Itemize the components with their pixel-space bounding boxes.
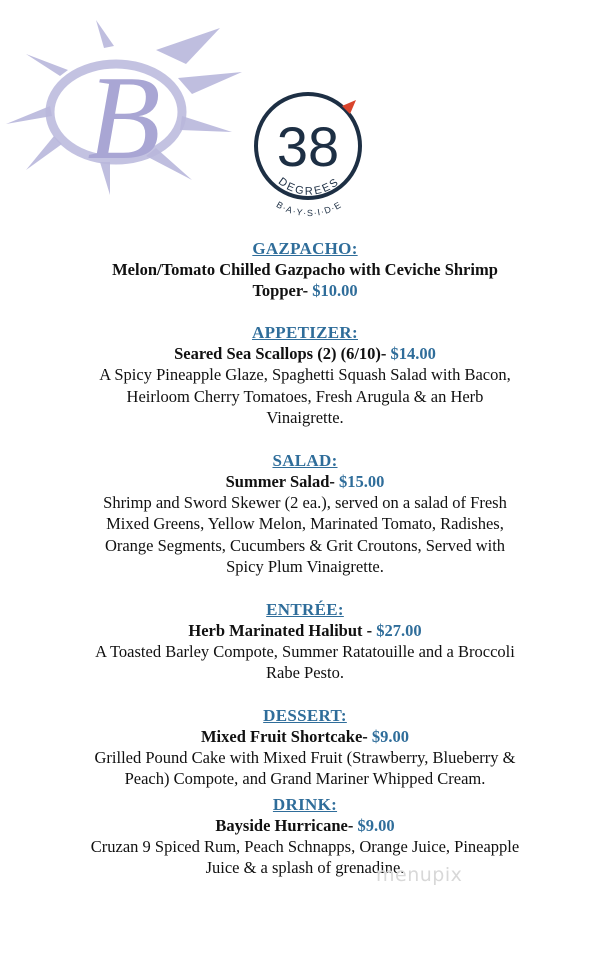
item-title: Seared Sea Scallops (2) (6/10)- $14.00 [174, 344, 436, 363]
sun-ray [178, 72, 242, 94]
item-title: Mixed Fruit Shortcake- $9.00 [200, 726, 410, 746]
svg-text:B·A·Y·S·I·D·E [275, 199, 344, 218]
sun-ray [26, 136, 62, 170]
section-heading: DESSERT: [263, 705, 347, 725]
section-appetizer [0, 322, 610, 429]
section-dessert [0, 705, 610, 790]
item-price: $9.00 [371, 726, 410, 746]
item-title: Bayside Hurricane- $9.00 [215, 815, 395, 835]
item-price: $9.00 [357, 815, 395, 835]
item-title: Herb Marinated Halibut - $27.00 [188, 620, 422, 640]
section-gazpacho [0, 238, 610, 301]
sun-ray [180, 116, 232, 132]
section-salad [0, 450, 610, 578]
item-description: A Spicy Pineapple Glaze, Spaghetti Squash Salad with Bacon, Heirloom Cherry Tomatoes, Fresh Arugula & an Herb Vinaigrette. [99, 365, 511, 427]
section-heading: ENTRÉE: [266, 599, 344, 619]
item-price: $10.00 [312, 281, 358, 300]
item-description: Grilled Pound Cake with Mixed Fruit (Strawberry, Blueberry & Peach) Compote, and Grand Mariner Whipped Cream. [94, 747, 516, 788]
section-drink [0, 794, 610, 879]
section-heading: APPETIZER: [252, 323, 358, 342]
item-description: Cruzan 9 Spiced Rum, Peach Schnapps, Orange Juice, Pineapple Juice & a splash of grenadine. [90, 836, 520, 877]
logo-arrow-icon [342, 100, 356, 114]
menu-body [0, 238, 610, 879]
logo-letter: B [87, 51, 161, 184]
logo-sub: B·A·Y·S·I·D·E [274, 199, 344, 219]
section-entree [0, 599, 610, 684]
sun-ray [26, 54, 68, 76]
bayside-b-logo [6, 20, 246, 195]
item-price: $27.00 [376, 620, 422, 640]
item-description: A Toasted Barley Compote, Summer Ratatouille and a Broccoli Rabe Pesto. [95, 641, 515, 682]
item-price: $14.00 [390, 344, 436, 363]
logo-number: 38 [276, 115, 340, 178]
logo-word: DEGREES [276, 175, 342, 198]
section-heading: SALAD: [272, 450, 338, 470]
item-title: Melon/Tomato Chilled Gazpacho with Ceviche Shrimp [112, 260, 498, 279]
item-description: Shrimp and Sword Skewer (2 ea.), served on a salad of Fresh Mixed Greens, Yellow Melon, Marinated Tomato, Radishes, Orange Segments, Cucumbers & Grit Croutons, Served with Spicy Plum Vinaigrette. [103, 492, 507, 576]
menupix-watermark: menupix [376, 864, 463, 886]
item-title: Summer Salad- $15.00 [225, 471, 385, 491]
item-title-cont: Topper- $10.00 [252, 281, 358, 300]
sun-ray [96, 20, 114, 48]
section-heading: GAZPACHO: [252, 239, 358, 258]
section-heading: DRINK: [272, 794, 338, 814]
sun-ray [6, 106, 52, 124]
38-degrees-logo [238, 84, 378, 224]
sun-ray [156, 28, 220, 64]
item-price: $15.00 [339, 471, 385, 491]
